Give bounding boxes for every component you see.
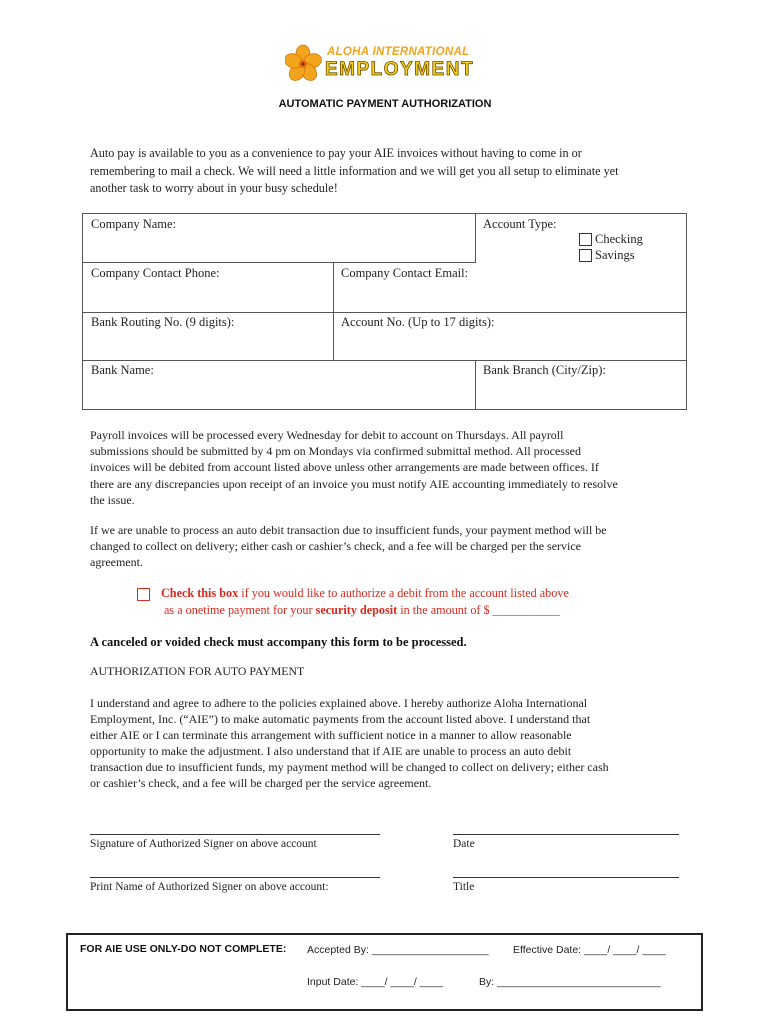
unable-line: changed to collect on delivery; either cash or cashier’s check, and a fee will be charged per the service bbox=[90, 539, 581, 554]
authorization-paragraph bbox=[90, 696, 690, 791]
payroll-paragraph bbox=[90, 427, 690, 508]
deposit-text: as a onetime payment for your bbox=[164, 603, 316, 617]
auth-line: opportunity to make the adjustment. I also understand that if AIE are unable to process an auto debit bbox=[90, 743, 572, 758]
account-number-field[interactable]: Account No. (Up to 17 digits): bbox=[341, 315, 495, 329]
title-line[interactable] bbox=[453, 877, 679, 878]
bank-name-field[interactable]: Bank Name: bbox=[91, 363, 154, 377]
by-field[interactable]: By: ____________________________ bbox=[479, 976, 661, 988]
contact-email-field[interactable]: Company Contact Email: bbox=[341, 266, 469, 280]
payroll-line: there are any discrepancies upon receipt of an invoice you must notify AIE accounting immediately to resolve bbox=[90, 476, 618, 491]
auth-line: I understand and agree to adhere to the policies explained above. I hereby authorize Aloha International bbox=[90, 696, 588, 710]
savings-checkbox[interactable] bbox=[579, 249, 592, 262]
print-name-line[interactable] bbox=[90, 877, 380, 878]
authorization-heading: AUTHORIZATION FOR AUTO PAYMENT bbox=[90, 664, 305, 678]
payroll-line: Payroll invoices will be processed every Wednesday for debit to account on Thursdays. All payroll bbox=[90, 428, 564, 442]
unable-line: agreement. bbox=[90, 555, 143, 570]
office-use-box bbox=[66, 933, 703, 1011]
insufficient-funds-paragraph bbox=[90, 522, 690, 571]
auth-line: or cashier’s check, and a fee will be charged per the service agreement. bbox=[90, 775, 432, 790]
payroll-line: the issue. bbox=[90, 492, 135, 507]
account-info-form bbox=[82, 213, 687, 410]
title-label: Title bbox=[453, 881, 475, 893]
auth-line: either AIE or I can terminate this arrangement with sufficient notice in a manner to allow reasonable bbox=[90, 727, 572, 742]
print-name-label: Print Name of Authorized Signer on above account: bbox=[90, 881, 329, 893]
deposit-line-2 bbox=[164, 603, 560, 618]
page-title: AUTOMATIC PAYMENT AUTHORIZATION bbox=[278, 98, 492, 110]
intro-paragraph bbox=[90, 145, 690, 198]
logo-line-1: ALOHA INTERNATIONAL bbox=[327, 46, 470, 58]
security-deposit-bold: security deposit bbox=[315, 603, 398, 617]
routing-number-field[interactable]: Bank Routing No. (9 digits): bbox=[91, 315, 235, 329]
unable-line: If we are unable to process an auto debit transaction due to insufficient funds, your payment method will be bbox=[90, 523, 607, 537]
savings-label: Savings bbox=[595, 248, 635, 262]
signature-label: Signature of Authorized Signer on above account bbox=[90, 838, 317, 850]
input-date-field[interactable]: Input Date: ____/ ____/ ____ bbox=[307, 976, 444, 988]
deposit-amount-field[interactable]: in the amount of $ ___________ bbox=[397, 603, 560, 617]
payroll-line: submissions should be submitted by 4 pm on Mondays via confirmed submittal method. All processed bbox=[90, 444, 581, 459]
account-type-label: Account Type: bbox=[483, 217, 557, 231]
intro-line: another task to worry about in your busy schedule! bbox=[90, 181, 338, 195]
deposit-line-1 bbox=[161, 586, 569, 601]
intro-line: Auto pay is available to you as a convenience to pay your AIE invoices without having to come in or bbox=[90, 146, 582, 160]
contact-phone-field[interactable]: Company Contact Phone: bbox=[91, 266, 220, 280]
accepted-by-field[interactable]: Accepted By: ____________________ bbox=[307, 944, 489, 956]
security-deposit-checkbox[interactable] bbox=[137, 588, 150, 601]
logo-line-2: EMPLOYMENT bbox=[325, 59, 475, 80]
payroll-line: invoices will be debited from account listed above unless other arrangements are made between offices. If bbox=[90, 460, 599, 475]
date-label: Date bbox=[453, 838, 475, 850]
auth-line: Employment, Inc. (“AIE”) to make automatic payments from the account listed above. I understand that bbox=[90, 711, 591, 726]
checking-checkbox[interactable] bbox=[579, 233, 592, 246]
bank-branch-field[interactable]: Bank Branch (City/Zip): bbox=[483, 363, 606, 377]
checking-label: Checking bbox=[595, 232, 643, 246]
date-line[interactable] bbox=[453, 834, 679, 835]
effective-date-field[interactable]: Effective Date: ____/ ____/ ____ bbox=[513, 944, 666, 956]
canceled-check-notice: A canceled or voided check must accompany this form to be processed. bbox=[90, 635, 467, 649]
auth-line: transaction due to insufficient funds, my payment method will be changed to collect on delivery; either cash bbox=[90, 759, 609, 774]
company-name-field[interactable]: Company Name: bbox=[91, 217, 177, 231]
signature-line[interactable] bbox=[90, 834, 380, 835]
intro-line: remembering to mail a check. We will need a little information and we will get you all setup to eliminate yet bbox=[90, 163, 619, 178]
deposit-bold-text: Check this box bbox=[161, 586, 239, 600]
company-logo bbox=[285, 44, 490, 84]
deposit-text: if you would like to authorize a debit from the account listed above bbox=[238, 586, 569, 600]
office-use-label: FOR AIE USE ONLY-DO NOT COMPLETE: bbox=[80, 943, 287, 955]
